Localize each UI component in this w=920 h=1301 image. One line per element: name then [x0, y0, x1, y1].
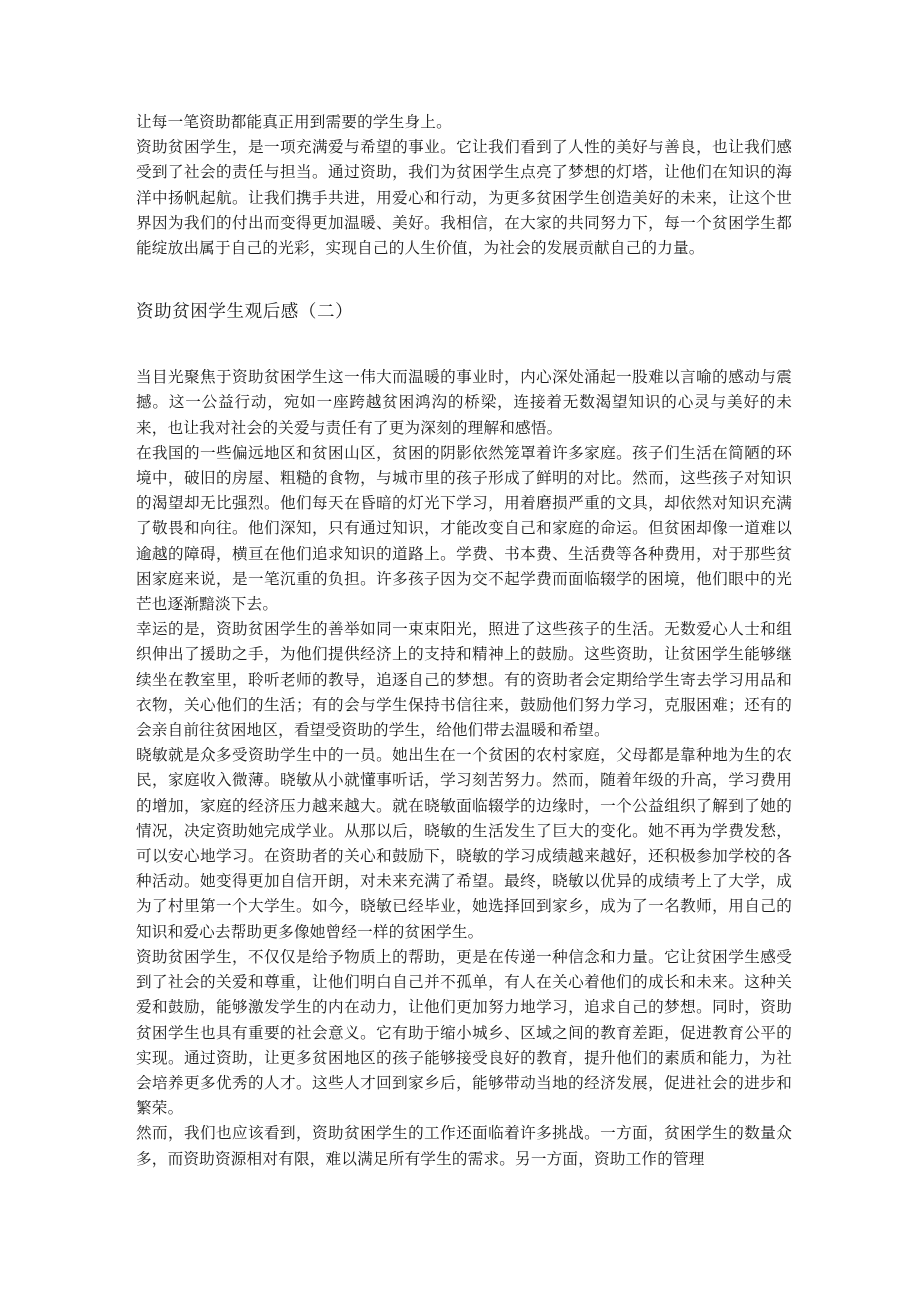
- paragraph-2: 在我国的一些偏远地区和贫困山区，贫困的阴影依然笼罩着许多家庭。孩子们生活在简陋的环境中，破旧的房屋、粗糙的食物，与城市里的孩子形成了鲜明的对比。然而，这些孩子对知识的渴望却无比强烈。他们每天在昏暗的灯光下学习，用着磨损严重的文具，却依然对知识充满了敬畏和向往。他们深知，只有通过知识，才能改变自己和家庭的命运。但贫困却像一道难以逾越的障碍，横亘在他们追求知识的道路上。学费、书本费、生活费等各种费用，对于那些贫困家庭来说，是一笔沉重的负担。许多孩子因为交不起学费而面临辍学的困境，他们眼中的光芒也逐渐黯淡下去。: [136, 443, 792, 614]
- paragraph-3: 幸运的是，资助贫困学生的善举如同一束束阳光，照进了这些孩子的生活。无数爱心人士和组织伸出了援助之手，为他们提供经济上的支持和精神上的鼓励。这些资助，让贫困学生能够继续坐在教室里，聆听老师的教导，追逐自己的梦想。有的资助者会定期给学生寄去学习用品和衣物，关心他们的生活；有的会与学生保持书信往来，鼓励他们努力学习，克服困难；还有的会亲自前往贫困地区，看望受资助的学生，给他们带去温暖和希望。: [136, 620, 792, 740]
- intro-paragraph-2: 资助贫困学生，是一项充满爱与希望的事业。它让我们看到了人性的美好与善良，也让我们感受到了社会的责任与担当。通过资助，我们为贫困学生点亮了梦想的灯塔，让他们在知识的海洋中扬帆起航。让我们携手共进，用爱心和行动，为更多贫困学生创造美好的未来，让这个世界因为我们的付出而变得更加温暖、美好。我相信，在大家的共同努力下，每一个贫困学生都能绽放出属于自己的光彩，实现自己的人生价值，为社会的发展贡献自己的力量。: [136, 138, 792, 258]
- intro-paragraph-1: 让每一笔资助都能真正用到需要的学生身上。: [136, 113, 452, 131]
- paragraph-5: 资助贫困学生，不仅仅是给予物质上的帮助，更是在传递一种信念和力量。它让贫困学生感受到了社会的关爱和尊重，让他们明白自己并不孤单，有人在关心着他们的成长和未来。这种关爱和鼓励，能够激发学生的内在动力，让他们更加努力地学习，追求自己的梦想。同时，资助贫困学生也具有重要的社会意义。它有助于缩小城乡、区域之间的教育差距，促进教育公平的实现。通过资助，让更多贫困地区的孩子能够接受良好的教育，提升他们的素质和能力，为社会培养更多优秀的人才。这些人才回到家乡后，能够带动当地的经济发展，促进社会的进步和繁荣。: [136, 947, 792, 1118]
- paragraph-4: 晓敏就是众多受资助学生中的一员。她出生在一个贫困的农村家庭，父母都是靠种地为生的农民，家庭收入微薄。晓敏从小就懂事听话，学习刻苦努力。然而，随着年级的升高，学习费用的增加，家庭的经济压力越来越大。就在晓敏面临辍学的边缘时，一个公益组织了解到了她的情况，决定资助她完成学业。从那以后，晓敏的生活发生了巨大的变化。她不再为学费发愁，可以安心地学习。在资助者的关心和鼓励下，晓敏的学习成绩越来越好，还积极参加学校的各种活动。她变得更加自信开朗，对未来充满了希望。最终，晓敏以优异的成绩考上了大学，成为了村里第一个大学生。如今，晓敏已经毕业，她选择回到家乡，成为了一名教师，用自己的知识和爱心去帮助更多像她曾经一样的贫困学生。: [136, 746, 792, 941]
- spacer: [136, 261, 792, 299]
- paragraph-6: 然而，我们也应该看到，资助贫困学生的工作还面临着许多挑战。一方面，贫困学生的数量众多，而资助资源相对有限，难以满足所有学生的需求。另一方面，资助工作的管理: [136, 1124, 792, 1168]
- section-title: 资助贫困学生观后感（二）: [136, 302, 354, 323]
- paragraph-1: 当目光聚焦于资助贫困学生这一伟大而温暖的事业时，内心深处涌起一股难以言喻的感动与震撼。这一公益行动，宛如一座跨越贫困鸿沟的桥梁，连接着无数渴望知识的心灵与美好的未来，也让我对社会的关爱与责任有了更为深刻的理解和感悟。: [136, 368, 792, 437]
- document-page: [136, 110, 792, 1172]
- spacer: [136, 325, 792, 365]
